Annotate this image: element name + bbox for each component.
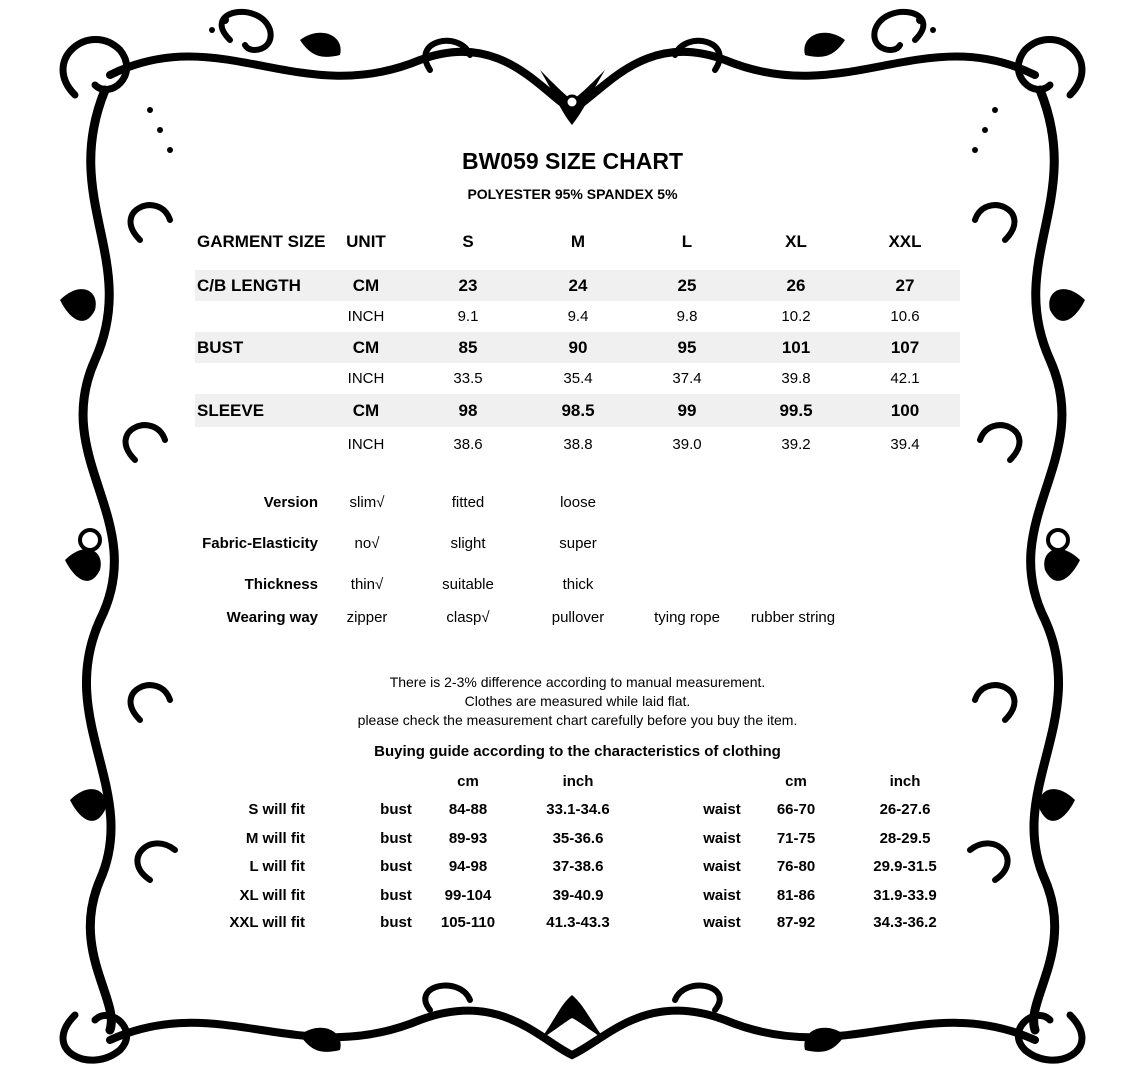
guide-cm: 81-86 [776,887,816,904]
attr-label-thickness: Thickness [244,576,318,593]
value-xxl: 100 [890,400,920,420]
value-xl: 101 [781,337,811,357]
size-table [195,213,960,461]
note-check-chart: please check the measurement chart carefully before you buy the item. [357,712,798,728]
guide-inch: 39-40.9 [552,887,604,904]
attr-option: thick [562,576,594,593]
row-label [197,301,327,332]
guide-cm: 84-88 [448,801,488,818]
attr-option: pullover [551,609,605,626]
guide-row-label: S will fit [248,801,305,818]
attr-option: slight [450,535,486,552]
value-xl: 10.2 [781,308,811,325]
guide-header-cm: cm [785,773,807,790]
attr-label-version: Version [263,494,318,511]
guide-header-inch: inch [889,773,921,790]
value-m: 24 [568,275,588,295]
value-xl: 39.8 [781,370,811,387]
guide-cm: 71-75 [776,830,816,847]
attr-option: no√ [354,535,380,552]
value-xl: 39.2 [781,435,811,453]
attr-option: fitted [451,494,485,511]
value-s: 98 [458,400,478,420]
page-title: BW059 SIZE CHART [461,148,684,174]
guide-part: waist [703,801,741,818]
guide-cm: 105-110 [440,914,496,931]
attr-option: thin√ [350,576,384,593]
attr-option: rubber string [750,609,836,626]
note-laid-flat: Clothes are measured while laid flat. [464,693,691,709]
row-label: C/B LENGTH [197,275,301,295]
value-xxl: 10.6 [890,308,920,325]
header-size-xxl: XXL [888,231,922,251]
guide-inch: 26-27.6 [879,801,931,818]
value-xl: 26 [786,275,806,295]
attr-option: zipper [346,609,388,626]
value-xxl: 39.4 [890,435,920,453]
guide-part: bust [380,914,412,931]
attr-option: slim√ [349,494,385,511]
guide-inch: 29.9-31.5 [873,858,937,875]
table-row [195,301,960,332]
attr-option: tying rope [654,609,720,626]
row-unit: INCH [347,435,385,453]
row-unit: INCH [347,370,385,387]
guide-inch: 28-29.5 [879,830,931,847]
row-unit: INCH [347,308,385,325]
guide-cm: 87-92 [776,914,816,931]
table-row [195,394,960,427]
guide-part: waist [703,858,741,875]
guide-cm: 76-80 [776,858,816,875]
value-s: 9.1 [457,308,479,325]
fabric-composition: POLYESTER 95% SPANDEX 5% [467,186,678,202]
value-s: 33.5 [453,370,483,387]
guide-part: waist [703,887,741,904]
value-l: 37.4 [672,370,702,387]
value-xxl: 107 [890,337,920,357]
value-xxl: 27 [895,275,915,295]
guide-row-label: M will fit [245,830,305,847]
table-row [195,427,960,461]
value-m: 35.4 [563,370,593,387]
guide-inch: 33.1-34.6 [546,801,610,818]
guide-cm: 94-98 [448,858,488,875]
value-s: 38.6 [453,435,483,453]
value-s: 23 [458,275,478,295]
guide-cm: 66-70 [776,801,816,818]
table-row [195,270,960,301]
guide-part: bust [380,858,412,875]
header-unit: UNIT [346,231,386,251]
guide-header-inch: inch [562,773,594,790]
guide-inch: 31.9-33.9 [873,887,937,904]
value-l: 95 [677,337,697,357]
value-m: 98.5 [561,400,595,420]
guide-part: bust [380,830,412,847]
guide-part: bust [380,887,412,904]
attr-option: loose [560,494,596,511]
table-row [195,363,960,394]
row-label: BUST [197,337,244,357]
guide-part: waist [703,830,741,847]
value-l: 99 [677,400,697,420]
row-unit: CM [352,400,380,420]
guide-inch: 41.3-43.3 [546,914,610,931]
value-l: 39.0 [672,435,702,453]
attr-option: super [559,535,597,552]
value-m: 38.8 [563,435,593,453]
header-size-s: S [462,231,474,251]
value-xl: 99.5 [779,400,813,420]
guide-row-label: L will fit [249,858,305,875]
value-l: 9.8 [676,308,698,325]
guide-part: waist [703,914,741,931]
value-xxl: 42.1 [890,370,920,387]
note-difference: There is 2-3% difference according to manual measurement. [389,674,766,690]
attr-label-fabric-elasticity: Fabric-Elasticity [202,535,318,552]
row-label [197,427,327,461]
attr-option: suitable [442,576,494,593]
header-size-m: M [570,231,586,251]
value-l: 25 [677,275,697,295]
guide-cm: 99-104 [444,887,492,904]
row-label: SLEEVE [197,400,265,420]
value-m: 90 [568,337,588,357]
guide-row-label: XL will fit [239,887,305,904]
header-size-l: L [681,231,693,251]
guide-part: bust [380,801,412,818]
buying-guide-title: Buying guide according to the characteristics of clothing [374,743,781,760]
table-row [195,332,960,363]
row-unit: CM [352,275,380,295]
attr-option: clasp√ [446,609,490,626]
attr-label-wearing-way: Wearing way [226,609,318,626]
value-s: 85 [458,337,478,357]
guide-row-label: XXL will fit [229,914,305,931]
header-garment-size: GARMENT SIZE [197,231,326,251]
row-label [197,363,327,394]
row-unit: CM [352,337,380,357]
table-header-row [195,213,960,270]
guide-inch: 34.3-36.2 [873,914,937,931]
value-m: 9.4 [567,308,589,325]
guide-header-cm: cm [457,773,479,790]
header-size-xl: XL [785,231,807,251]
guide-inch: 37-38.6 [552,858,604,875]
guide-cm: 89-93 [448,830,488,847]
guide-inch: 35-36.6 [552,830,604,847]
